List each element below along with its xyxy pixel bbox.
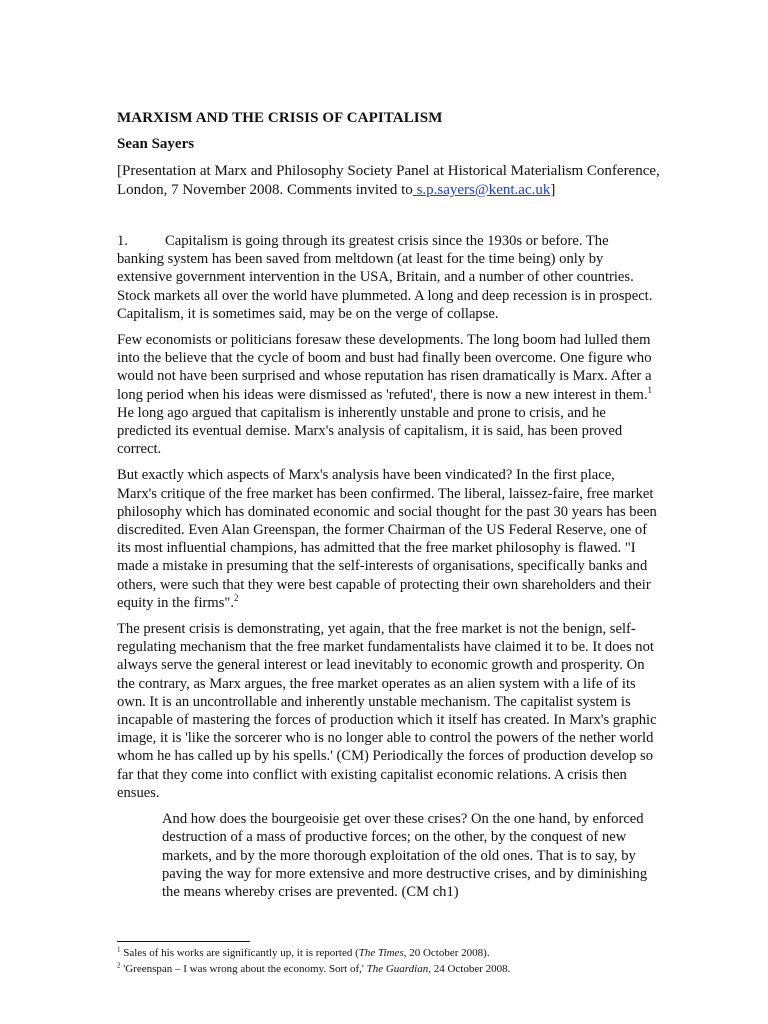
email-link[interactable]: s.p.sayers@kent.ac.uk: [412, 182, 551, 198]
footnote-text-end: , 24 October 2008.: [428, 963, 511, 975]
block-quote: And how does the bourgeoisie get over these crises? On the one hand, by enforced destruction of a mass of productive forces; on the other, by the conquest of new markets, and by the more thorough exploitation of the old ones. That is to say, by paving the way for more extensive and more destructive crises, and by diminishing the means whereby crises are prevented. (CM ch1): [162, 811, 648, 900]
footnote-divider: [117, 941, 250, 942]
footnote-text: Sales of his works are significantly up, it is reported (: [120, 947, 359, 959]
presentation-note-end: ]: [550, 182, 556, 198]
paragraph-1-text: Capitalism is going through its greatest crisis since the 1930s or before. The banking system has been saved from meltdown (at least for the time being) only by extensive government intervention in the USA, Britain, and a number of other countries. Stock markets all over the world have plummeted. A long and deep recession is in prospect. Capitalism, it is sometimes said, may be on the verge of collapse.: [117, 233, 653, 322]
presentation-note-text: [Presentation at Marx and Philosophy Society Panel at Historical Materialism Conference, London, 7 November 2008. Comments invited to: [117, 163, 660, 198]
footnote-source: The Times: [358, 947, 404, 959]
paragraph-4: The present crisis is demonstrating, yet again, that the free market is not the benign, self-regulating mechanism that the free market fundamentalists have claimed it to be. It does not always serve the general interest or lead inevitably to economic growth and prosperity. On the contrary, as Marx argues, the free market operates as an alien system with a life of its own. It is an uncontrollable and inherently unstable mechanism. The capitalist system is incapable of mastering the forces of production which it itself has created. In Marx's graphic image, it is 'like the sorcerer who is no longer able to control the powers of the nether world whom he has called up by his spells.' (CM) Periodically the forces of production develop so far that they come into conflict with existing capitalist economic relations. A crisis then ensues.: [117, 621, 657, 801]
footnote-2: [117, 962, 510, 976]
author-name: Sean Sayers: [117, 136, 195, 152]
paragraph-2: [117, 331, 657, 458]
footnote-ref-1[interactable]: 1: [647, 384, 652, 395]
presentation-note: [117, 162, 662, 200]
footnote-1: [117, 946, 490, 960]
footnote-mark: 2: [117, 961, 121, 970]
paragraph-number: 1.: [117, 233, 128, 249]
footnote-text: 'Greenspan – I was wrong about the economy. Sort of,': [120, 963, 367, 975]
document-title: MARXISM AND THE CRISIS OF CAPITALISM: [117, 110, 443, 126]
footnote-mark: 1: [117, 945, 121, 954]
paragraph-2-text-cont: He long ago argued that capitalism is inherently unstable and prone to crisis, and he predicted its eventual demise. Marx's analysis of capitalism, it is said, has been proved correct.: [117, 404, 623, 458]
footnote-ref-2[interactable]: 2: [234, 593, 239, 603]
paragraph-3-text: But exactly which aspects of Marx's analysis have been vindicated? In the first place, Marx's critique of the free market has been confirmed. The liberal, laissez-faire, free market philosophy which has dominated economic and social thought for the past 30 years has been discredited. Even Alan Greenspan, the former Chairman of the US Federal Reserve, one of its most influential champions, has admitted that the free market philosophy is flawed. "I made a mistake in presuming that the self-interests of organisations, specifically banks and others, were such that they were best capable of protecting their own shareholders and their equity in the firms".: [117, 467, 657, 611]
paragraph-3: [117, 466, 657, 612]
document-body: [117, 232, 657, 901]
paragraph-1: [117, 232, 657, 323]
paragraph-2-text: Few economists or politicians foresaw these developments. The long boom had lulled them into the believe that the cycle of boom and bust had finally been overcome. One figure who would not have been surprised and whose reputation has risen dramatically is Marx. After a long period when his ideas were dismissed as 'refuted', there is now a new interest in them.: [117, 332, 652, 403]
footnote-text-end: , 20 October 2008).: [403, 947, 490, 959]
footnote-source: The Guardian: [366, 963, 429, 975]
